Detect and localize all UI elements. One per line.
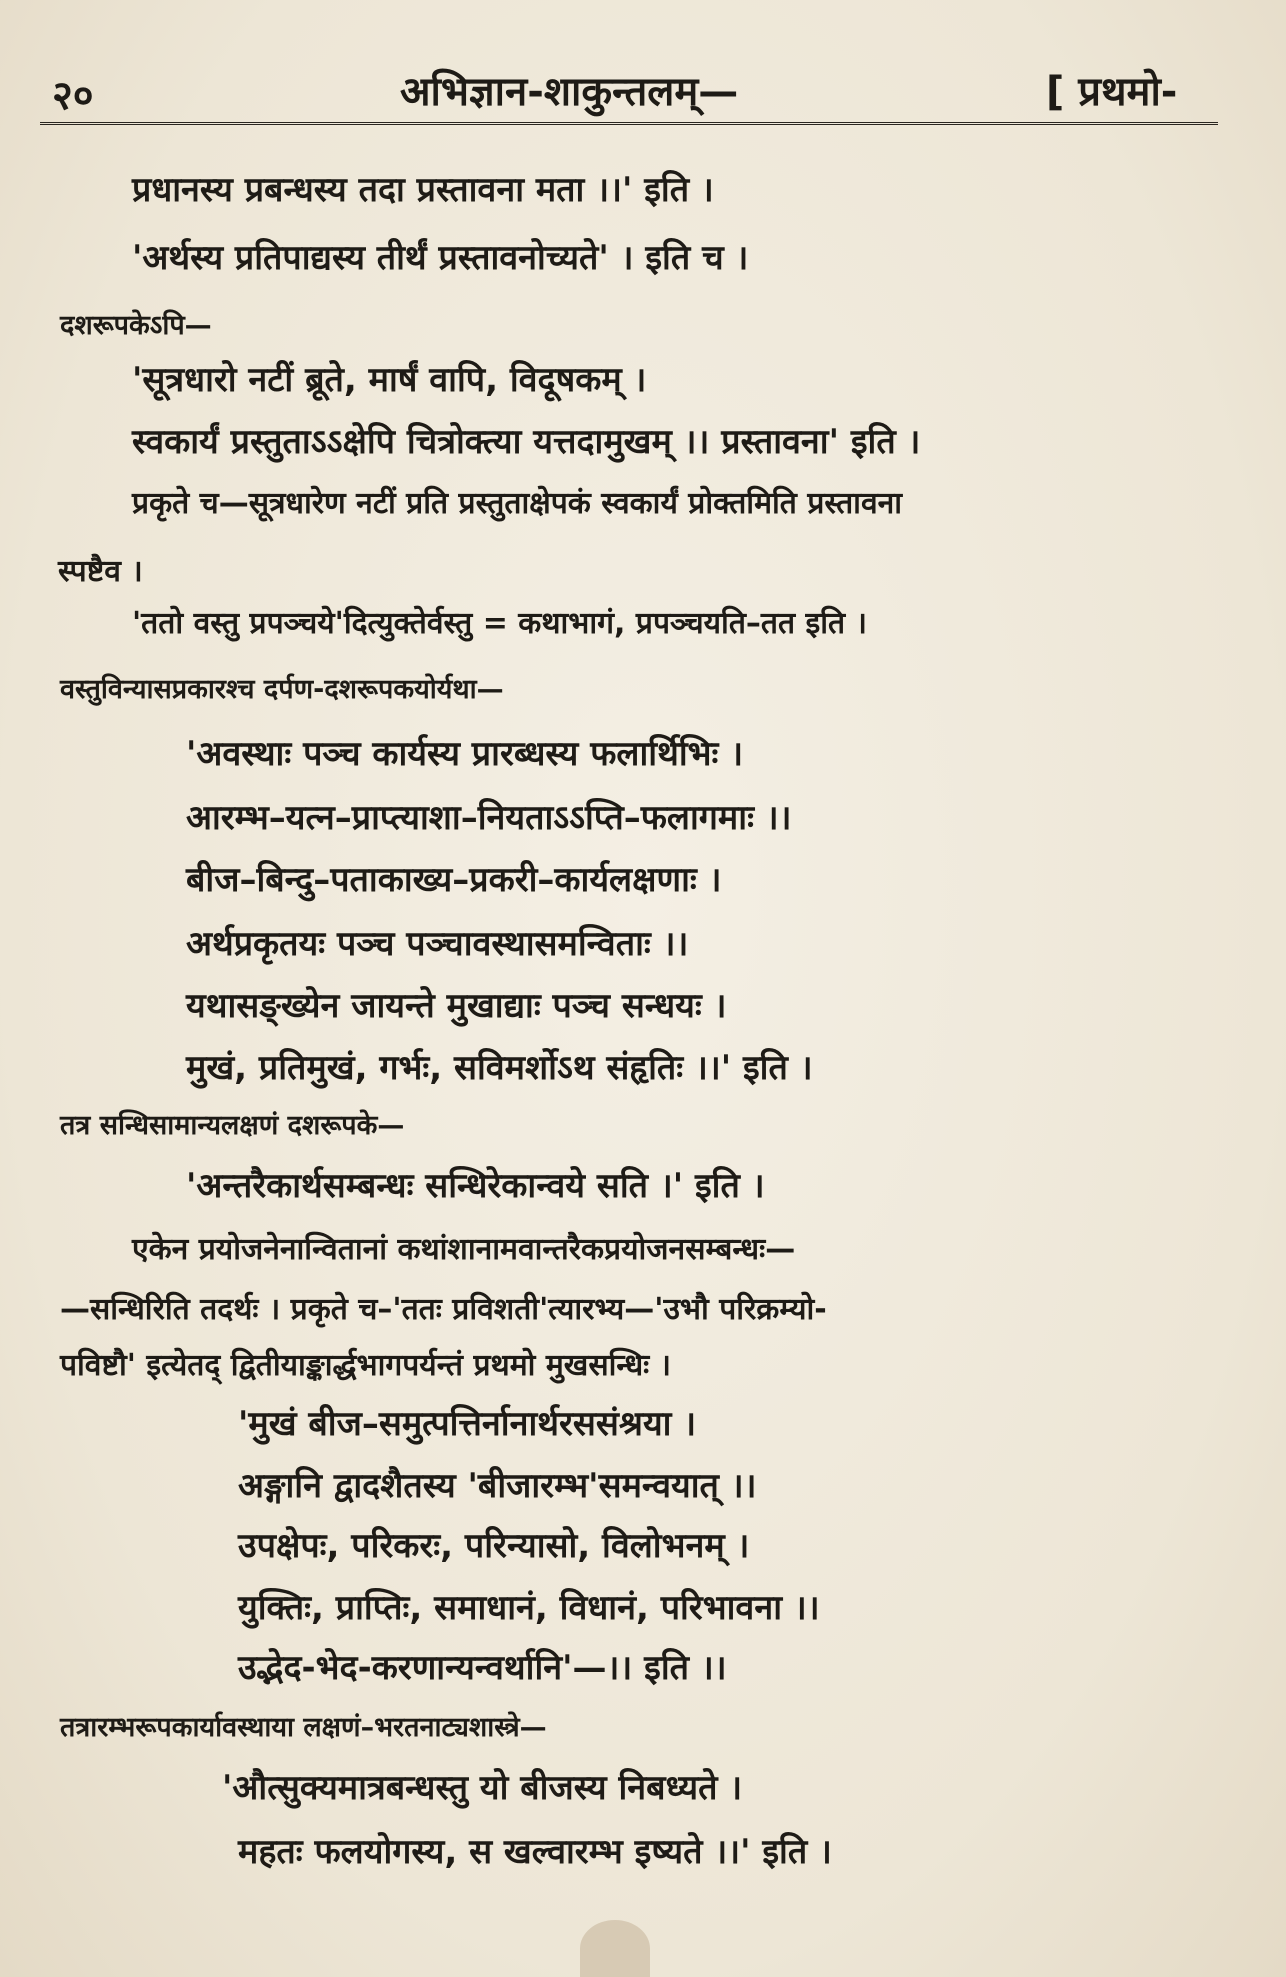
text-line: —सन्धिरिति तदर्थः । प्रकृते च–'ततः प्रविशती'त्यारभ्य—'उभौ परिक्रम्यो- bbox=[60, 1292, 827, 1327]
text-line: 'अर्थस्य प्रतिपाद्यस्य तीर्थं प्रस्तावनोच्यते' । इति च । bbox=[132, 238, 749, 278]
section-heading: दशरूपकेऽपि— bbox=[60, 310, 212, 341]
paper-stain bbox=[580, 1920, 650, 1977]
verse-line: 'सूत्रधारो नटीं ब्रूते, मार्षं वापि, विदूषकम् । bbox=[132, 360, 647, 400]
page-number: २० bbox=[52, 73, 94, 119]
verse-line: स्वकार्यं प्रस्तुताऽऽक्षेपि चित्रोक्त्या यत्तदामुखम् ।। प्रस्तावना' इति । bbox=[132, 422, 921, 462]
text-line: 'ततो वस्तु प्रपञ्चये'दित्युक्तेर्वस्तु = कथाभागं, प्रपञ्चयति–तत इति । bbox=[132, 606, 867, 641]
verse-line: मुखं, प्रतिमुखं, गर्भः, सविमर्शोऽथ संहृतिः ।।' इति । bbox=[186, 1048, 813, 1088]
verse-line: उद्भेद-भेद-करणान्यन्वर्थानि'—।। इति ।। bbox=[238, 1648, 727, 1688]
verse-line: महतः फलयोगस्य, स खल्वारम्भ इष्यते ।।' इति । bbox=[238, 1832, 832, 1872]
verse-line: 'मुखं बीज–समुत्पत्तिर्नानार्थरससंश्रया । bbox=[238, 1404, 697, 1444]
header-rule bbox=[40, 122, 1218, 125]
section-heading: तत्र सन्धिसामान्यलक्षणं दशरूपके— bbox=[60, 1110, 405, 1141]
verse-line: आरम्भ–यत्न–प्राप्त्याशा–नियताऽऽप्ति–फलागमाः ।। bbox=[186, 798, 792, 838]
section-heading: तत्रारम्भरूपकार्यावस्थाया लक्षणं–भरतनाट्यशास्त्रे— bbox=[60, 1712, 547, 1743]
verse-line: 'अन्तरैकार्थसम्बन्धः सन्धिरेकान्वये सति ।' इति । bbox=[186, 1166, 765, 1206]
text-line: प्रकृते च—सूत्रधारेण नटीं प्रति प्रस्तुताक्षेपकं स्वकार्यं प्रोक्तमिति प्रस्तावना bbox=[132, 486, 903, 521]
text-line: एकेन प्रयोजनेनान्वितानां कथांशानामवान्तरैकप्रयोजनसम्बन्धः— bbox=[132, 1232, 796, 1267]
verse-line: युक्तिः, प्राप्तिः, समाधानं, विधानं, परिभावना ।। bbox=[238, 1588, 820, 1628]
verse-line: 'औत्सुक्यमात्रबन्धस्तु यो बीजस्य निबध्यते । bbox=[222, 1768, 743, 1808]
verse-line: उपक्षेपः, परिकरः, परिन्यासो, विलोभनम् । bbox=[238, 1526, 750, 1566]
verse-line: अङ्गानि द्वादशैतस्य 'बीजारम्भ'समन्वयात् ।। bbox=[238, 1466, 757, 1506]
running-title: अभिज्ञान-शाकुन्तलम्— bbox=[400, 69, 739, 115]
text-line: स्पष्टैव । bbox=[58, 554, 143, 589]
page-header bbox=[0, 58, 1286, 118]
section-heading: वस्तुविन्यासप्रकारश्च दर्पण-दशरूपकयोर्यथा— bbox=[60, 674, 504, 705]
section-label: [ प्रथमो- bbox=[1046, 69, 1178, 115]
verse-line: अर्थप्रकृतयः पञ्च पञ्चावस्थासमन्विताः ।। bbox=[186, 924, 689, 964]
text-line: प्रधानस्य प्रबन्धस्य तदा प्रस्तावना मता ।।' इति । bbox=[132, 170, 714, 210]
verse-line: बीज–बिन्दु–पताकाख्य–प्रकरी–कार्यलक्षणाः । bbox=[186, 860, 722, 900]
verse-line: यथासङ्ख्येन जायन्ते मुखाद्याः पञ्च सन्धयः । bbox=[186, 986, 727, 1026]
text-line: पविष्टौ' इत्येतद् द्वितीयाङ्कार्द्धभागपर्यन्तं प्रथमो मुखसन्धिः । bbox=[60, 1348, 672, 1383]
verse-line: 'अवस्थाः पञ्च कार्यस्य प्रारब्धस्य फलार्थिभिः । bbox=[186, 734, 744, 774]
